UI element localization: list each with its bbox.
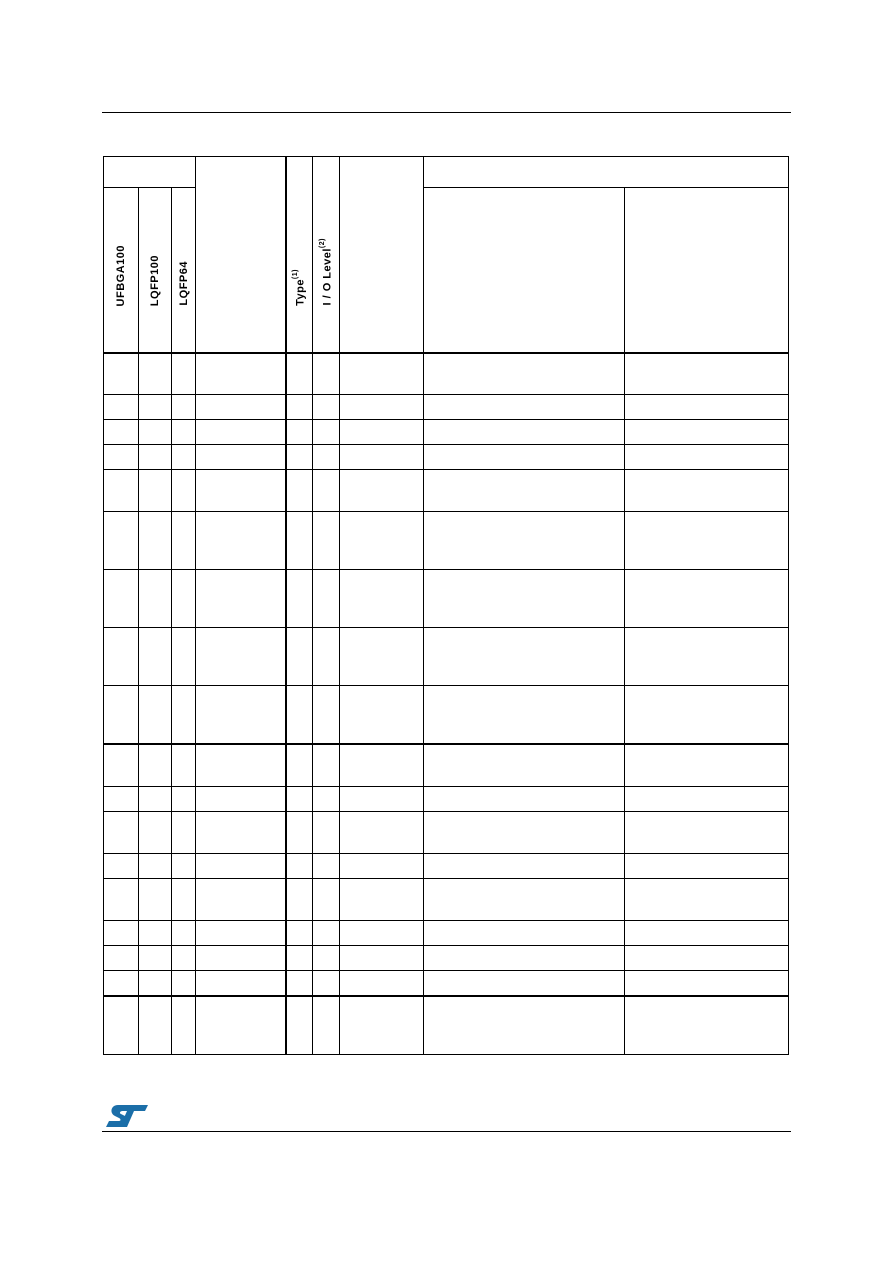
table-cell [139,744,172,787]
table-cell [286,395,313,420]
table-cell [340,686,424,745]
table-cell [340,570,424,628]
table-cell [313,570,340,628]
table-cell [139,787,172,812]
table-cell [286,812,313,854]
table-cell [172,686,196,745]
table-cell [625,787,789,812]
table-cell [424,787,625,812]
table-row [104,445,789,470]
table-cell [286,353,313,395]
pin-name-header [196,157,286,354]
table-cell [139,879,172,921]
table-cell [340,971,424,997]
table-cell [172,996,196,1055]
table-cell [625,812,789,854]
table-cell [139,921,172,946]
table-cell [104,879,139,921]
table-cell [625,971,789,997]
table-row [104,420,789,445]
table-cell [196,686,286,745]
table-cell [313,946,340,971]
footer-rule [102,1131,791,1132]
table-cell [104,512,139,570]
table-cell [104,812,139,854]
table-row [104,971,789,997]
table-cell [625,420,789,445]
table-cell [286,570,313,628]
table-cell [625,570,789,628]
table-cell [172,445,196,470]
table-cell [172,921,196,946]
table-cell [625,879,789,921]
table-cell [104,946,139,971]
table-cell [286,854,313,879]
table-cell [139,971,172,997]
table-cell [313,921,340,946]
table-cell [424,921,625,946]
table-cell [424,996,625,1055]
table-cell [340,996,424,1055]
table-cell [286,879,313,921]
table-body [104,353,789,1055]
table-cell [625,445,789,470]
table-cell [313,628,340,686]
table-row [104,996,789,1055]
table-cell [286,744,313,787]
table-cell [340,512,424,570]
table-cell [196,628,286,686]
table-cell [139,946,172,971]
table-cell [172,787,196,812]
table-cell [340,787,424,812]
table-cell [104,395,139,420]
table-cell [172,353,196,395]
table-cell [196,470,286,512]
table-cell [172,395,196,420]
table-row [104,686,789,745]
table-cell [424,744,625,787]
table-cell [625,744,789,787]
table-cell [172,628,196,686]
table-cell [424,420,625,445]
pin-number-group-header [104,157,196,188]
table-cell [625,686,789,745]
table-cell [196,420,286,445]
table-cell [172,812,196,854]
table-cell [196,854,286,879]
table-cell [424,470,625,512]
table-row [104,470,789,512]
table-cell [313,445,340,470]
table-row [104,512,789,570]
table-cell [625,395,789,420]
table-row [104,879,789,921]
table-cell [104,744,139,787]
table-cell [286,470,313,512]
table-cell [286,971,313,997]
table-cell [625,470,789,512]
table-cell [104,570,139,628]
table-cell [172,879,196,921]
table-cell [625,854,789,879]
table-cell [104,787,139,812]
table-cell [196,787,286,812]
table-cell [139,812,172,854]
table-cell [313,420,340,445]
table-cell [424,946,625,971]
table-cell [625,996,789,1055]
table-cell [172,570,196,628]
table-cell [424,628,625,686]
table-cell [196,812,286,854]
table-cell [104,854,139,879]
st-logo-icon [106,1103,150,1128]
table-cell [286,445,313,470]
table-cell [139,686,172,745]
table-cell [313,512,340,570]
table-cell [625,512,789,570]
table-cell [104,420,139,445]
table-cell [139,512,172,570]
table-cell [340,854,424,879]
alternate-functions-group-header [424,157,789,188]
table-cell [286,946,313,971]
table-cell [424,854,625,879]
table-cell [625,353,789,395]
table-row [104,353,789,395]
io-level-header: I / O Level$^{(2)}$ [313,157,340,354]
additional-functions-header [625,188,789,354]
pinout-table [103,156,789,1055]
table-cell [139,470,172,512]
table-cell [340,470,424,512]
table-row [104,395,789,420]
table-cell [139,570,172,628]
table-cell [104,470,139,512]
table-cell [424,512,625,570]
table-cell [286,420,313,445]
table-cell [196,879,286,921]
table-cell [104,971,139,997]
table-cell [139,395,172,420]
alternate-functions-header [424,188,625,354]
table-cell [196,570,286,628]
table-cell [424,879,625,921]
table-cell [139,628,172,686]
table-cell [196,445,286,470]
type-header: Type$^{(1)}$ [286,157,313,354]
table-row [104,812,789,854]
table-cell [313,879,340,921]
table-cell [104,686,139,745]
table-row [104,921,789,946]
table-cell [196,946,286,971]
table-row [104,854,789,879]
table-cell [286,512,313,570]
table-cell [172,470,196,512]
table-cell [196,921,286,946]
table-cell [313,971,340,997]
table-cell [313,470,340,512]
table-cell [625,628,789,686]
table-cell [340,946,424,971]
table-cell [313,686,340,745]
table-cell [424,812,625,854]
table-cell [424,353,625,395]
table-cell [340,420,424,445]
table-cell [196,971,286,997]
table-cell [340,445,424,470]
header-rule [102,112,791,113]
table-row [104,946,789,971]
table-cell [104,353,139,395]
table-cell [139,996,172,1055]
table-cell [340,812,424,854]
table-cell [340,879,424,921]
table-cell [104,628,139,686]
table-cell [313,787,340,812]
ufbga100-header: UFBGA100 [104,188,139,354]
table-cell [104,921,139,946]
table-cell [424,570,625,628]
table-cell [286,921,313,946]
table-cell [340,921,424,946]
table-cell [196,744,286,787]
table-cell [172,512,196,570]
table-cell [340,744,424,787]
table-cell [313,812,340,854]
table-cell [313,996,340,1055]
table-cell [286,686,313,745]
notes-header [340,157,424,354]
table-cell [625,946,789,971]
table-cell [313,744,340,787]
table-cell [139,854,172,879]
table-row [104,787,789,812]
table-row [104,570,789,628]
table-cell [625,921,789,946]
table-cell [340,353,424,395]
table-row [104,628,789,686]
lqfp100-header: LQFP100 [139,188,172,354]
table-cell [340,628,424,686]
table-cell [313,395,340,420]
table-cell [196,996,286,1055]
table-cell [139,420,172,445]
table-cell [104,996,139,1055]
table-cell [196,512,286,570]
lqfp64-header: LQFP64 [172,188,196,354]
table-row [104,744,789,787]
table-cell [424,395,625,420]
table-cell [196,395,286,420]
table-cell [196,353,286,395]
table-cell [424,971,625,997]
table-cell [172,971,196,997]
table-cell [424,445,625,470]
table-cell [139,353,172,395]
table-cell [286,787,313,812]
table-cell [172,744,196,787]
table-cell [139,445,172,470]
table-cell [172,946,196,971]
table-cell [104,445,139,470]
table-cell [172,854,196,879]
header-row-top [104,157,789,188]
table-cell [424,686,625,745]
table-cell [172,420,196,445]
table-cell [286,996,313,1055]
table-cell [340,395,424,420]
table-cell [286,628,313,686]
table-cell [313,854,340,879]
table-cell [313,353,340,395]
